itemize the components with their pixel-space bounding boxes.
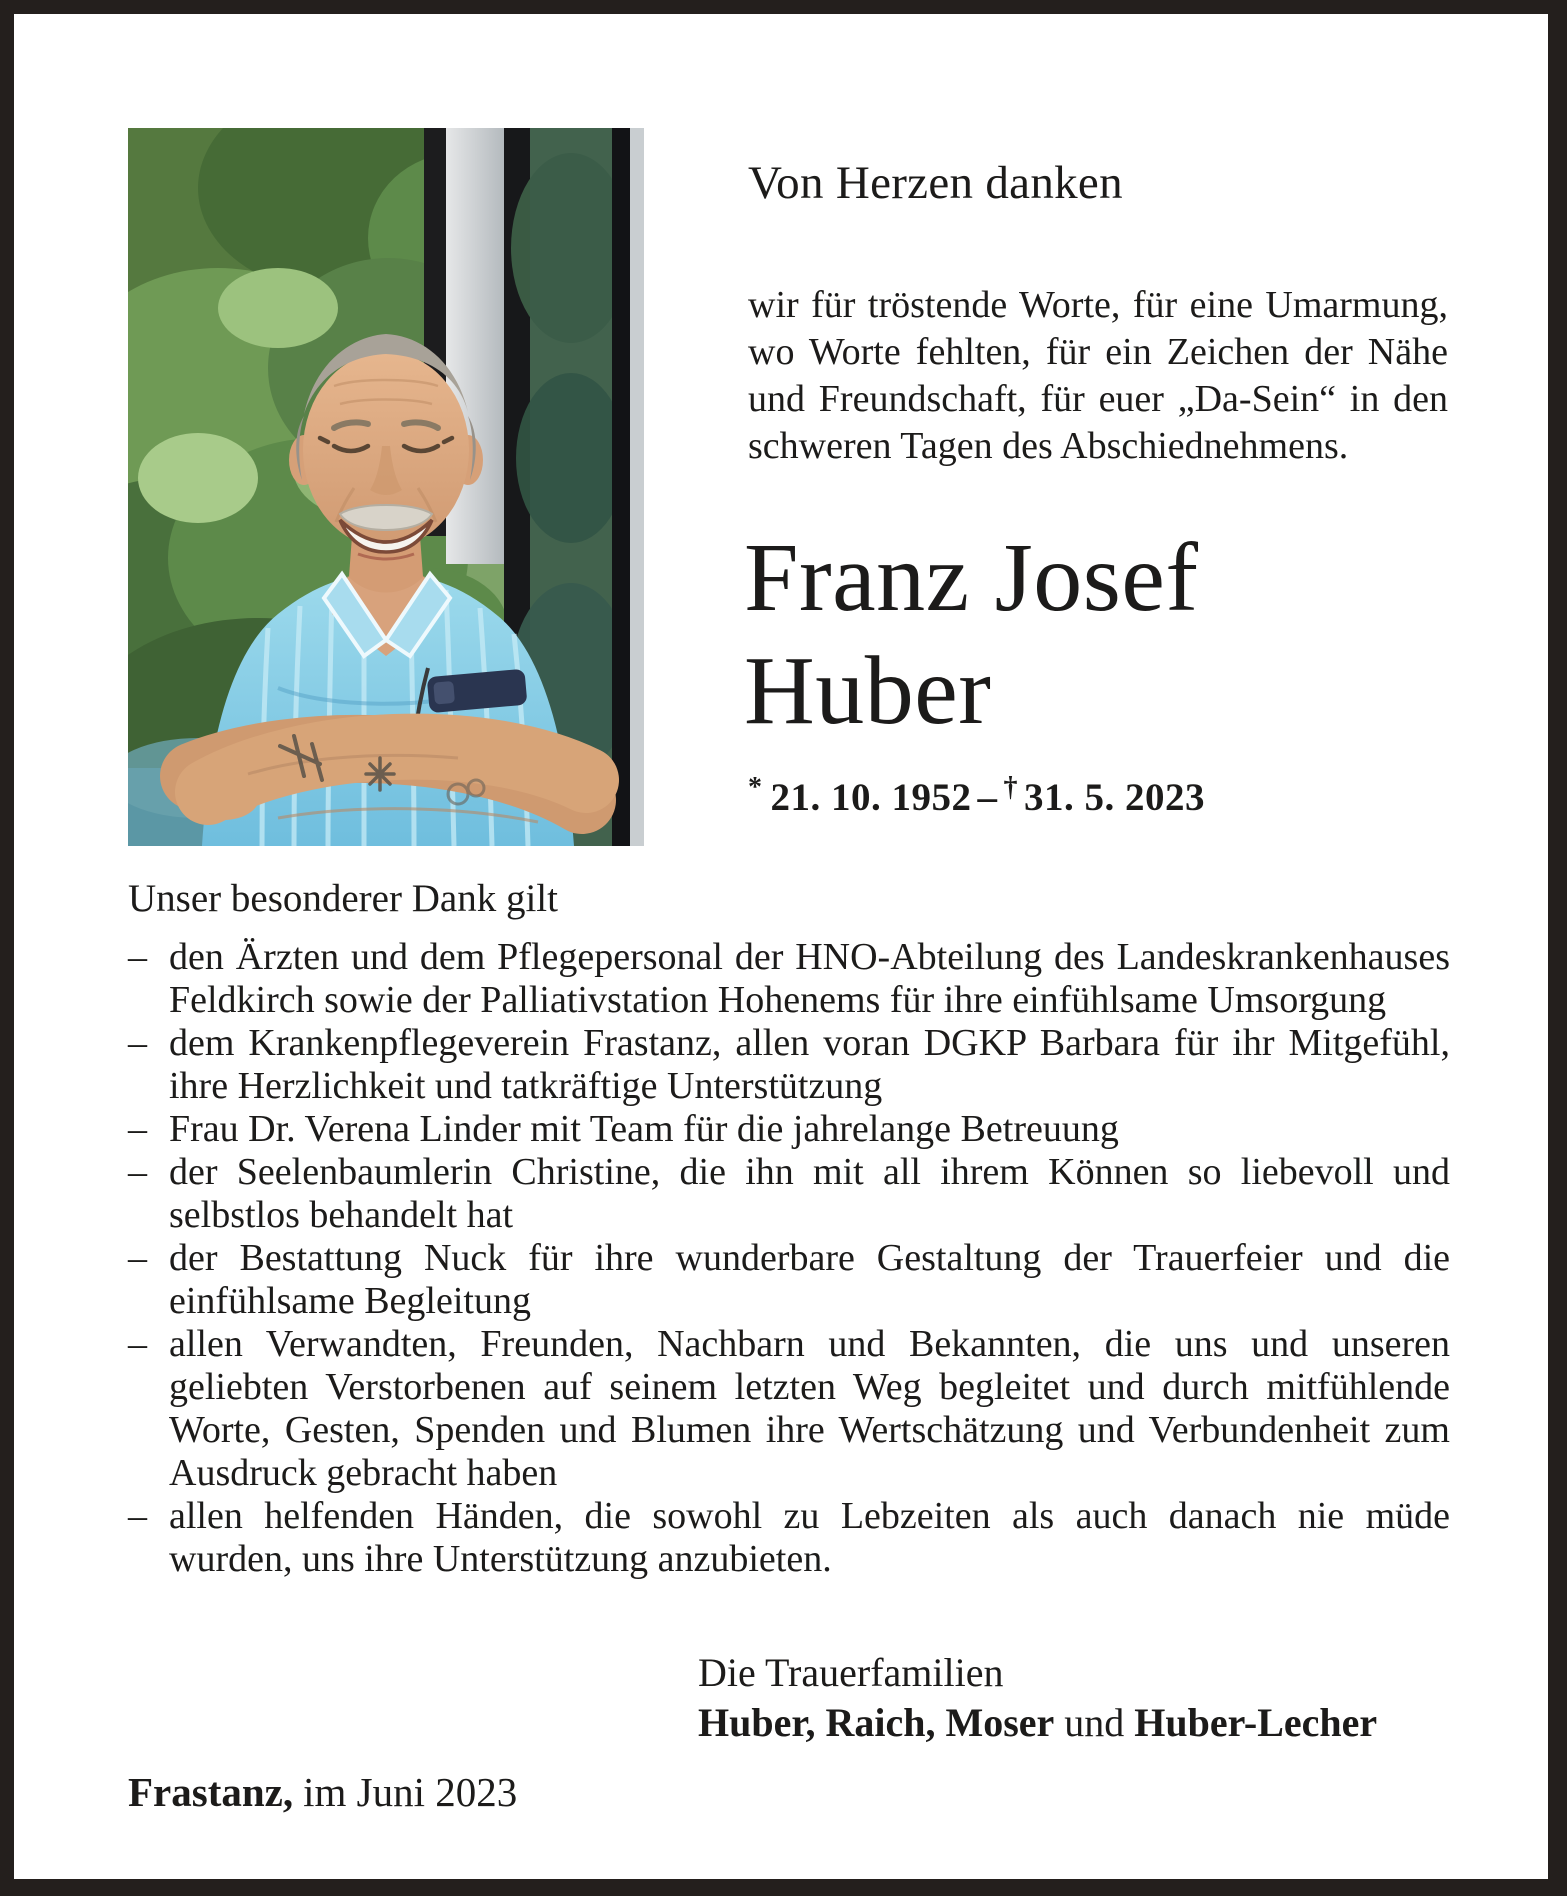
thanks-item — [128, 1151, 1450, 1237]
dash-bullet: – — [128, 1237, 147, 1279]
deceased-name — [744, 522, 1504, 748]
obituary-page — [14, 14, 1548, 1879]
thanks-item-text: dem Krankenpflegeverein Frastanz, allen voran DGKP Barbara für ihr Mitgefühl, ihre Herzlichkeit und tatkräftige Unterstützung — [169, 1022, 1450, 1107]
dash-bullet: – — [128, 1022, 147, 1064]
thanks-item — [128, 1108, 1450, 1151]
intro-paragraph: wir für tröstende Worte, für eine Umarmung, wo Worte fehlten, für ein Zeichen der Nähe und Freundschaft, für euer „Da-Sein“ in den schweren Tagen des Abschiednehmens. — [748, 284, 1448, 467]
life-dates — [748, 772, 1468, 820]
deceased-name-line1: Franz Josef — [744, 524, 1199, 632]
thanks-item — [128, 1323, 1450, 1495]
thanks-item-text: Frau Dr. Verena Linder mit Team für die jahrelange Betreuung — [169, 1108, 1119, 1150]
family-names-1: Huber, Raich, Moser — [698, 1700, 1055, 1745]
family-connector: und — [1054, 1700, 1135, 1745]
death-date: 31. 5. 2023 — [1024, 776, 1205, 819]
mourning-families — [698, 1698, 1458, 1748]
thanks-item — [128, 936, 1450, 1022]
dash-bullet: – — [128, 1151, 147, 1193]
place: Frastanz, — [128, 1769, 294, 1815]
dash-bullet: – — [128, 1108, 147, 1150]
thanks-item — [128, 1022, 1450, 1108]
thanks-item — [128, 1495, 1450, 1581]
thanks-item-text: den Ärzten und dem Pflegepersonal der HNO-Abteilung des Landeskrankenhauses Feldkirch sowie der Palliativstation Hohenems für ihre einfühlsame Umsorgung — [169, 936, 1450, 1021]
dash-bullet: – — [128, 936, 147, 978]
family-names-2: Huber-Lecher — [1134, 1700, 1378, 1745]
death-cross-icon: † — [1003, 772, 1018, 803]
dates-separator: – — [977, 776, 998, 819]
birth-date: 21. 10. 1952 — [770, 776, 972, 819]
page-title: Von Herzen danken — [748, 157, 1123, 209]
thanks-list — [128, 936, 1450, 1581]
thanks-item — [128, 1237, 1450, 1323]
thanks-heading: Unser besonderer Dank gilt — [128, 877, 558, 920]
place-date-line — [128, 1768, 517, 1816]
closing-line: Die Trauerfamilien — [698, 1650, 1004, 1695]
dash-bullet: – — [128, 1495, 147, 1537]
birth-star-icon: * — [748, 772, 763, 803]
deceased-name-line2: Huber — [744, 637, 992, 745]
thanks-item-text: der Seelenbaumlerin Christine, die ihn mit all ihrem Können so liebevoll und selbstlos behandelt hat — [169, 1151, 1450, 1236]
dash-bullet: – — [128, 1323, 147, 1365]
thanks-item-text: der Bestattung Nuck für ihre wunderbare Gestaltung der Trauerfeier und die einfühlsame Begleitung — [169, 1237, 1450, 1322]
thanks-section — [128, 876, 1450, 1581]
thanks-item-text: allen Verwandten, Freunden, Nachbarn und Bekannten, die uns und unseren geliebten Verstorbenen auf seinem letzten Weg begleitet und durch mitfühlende Worte, Gesten, Spenden und Blumen ihre Wertschätzung und Verbundenheit zum Ausdruck gebracht haben — [169, 1323, 1450, 1494]
date: im Juni 2023 — [303, 1769, 518, 1815]
portrait-photo-illustration — [128, 128, 644, 846]
portrait-photo — [128, 128, 644, 846]
closing-signature — [698, 1648, 1458, 1748]
thanks-item-text: allen helfenden Händen, die sowohl zu Lebzeiten als auch danach nie müde wurden, uns ihre Unterstützung anzubieten. — [169, 1495, 1450, 1580]
